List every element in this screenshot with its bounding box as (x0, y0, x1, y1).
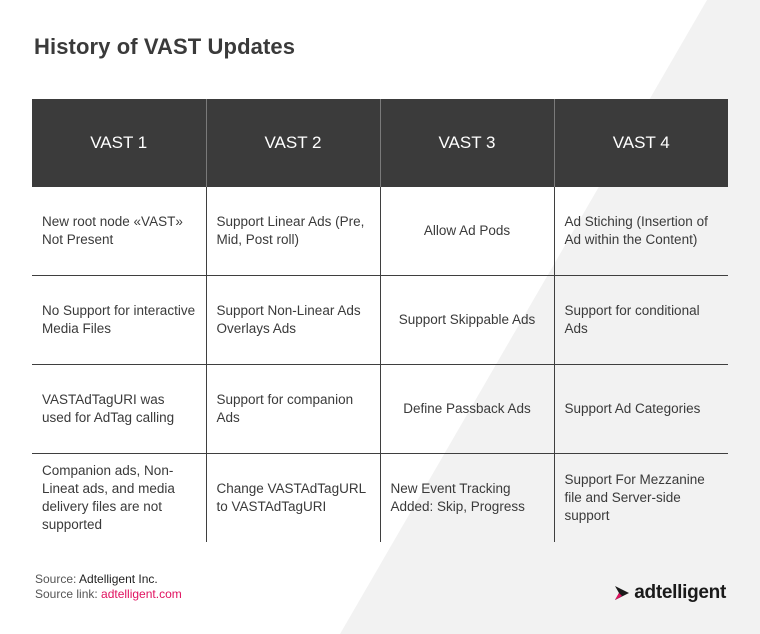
source-link[interactable]: adtelligent.com (101, 587, 182, 601)
source-line (35, 572, 182, 587)
table-cell: Support Skippable Ads (380, 276, 554, 365)
column-header-vast-1: VAST 1 (32, 99, 206, 187)
table-cell: Define Passback Ads (380, 365, 554, 454)
source-name: Adtelligent Inc. (79, 572, 158, 586)
table-cell: Ad Stiching (Insertion of Ad within the Content) (554, 187, 728, 276)
table-cell: New Event Tracking Added: Skip, Progress (380, 454, 554, 543)
source-label: Source: (35, 572, 80, 586)
arrow-mark-icon (614, 585, 630, 601)
source-link-label: Source link: (35, 587, 102, 601)
table-cell: Support Ad Categories (554, 365, 728, 454)
table-cell: Change VASTAdTagURL to VASTAdTagURI (206, 454, 380, 543)
table-cell: Support Linear Ads (Pre, Mid, Post roll) (206, 187, 380, 276)
table-cell: Support for companion Ads (206, 365, 380, 454)
column-header-vast-4: VAST 4 (554, 99, 728, 187)
table-header-row (32, 99, 728, 187)
page-title: History of VAST Updates (34, 34, 296, 59)
column-header-vast-3: VAST 3 (380, 99, 554, 187)
column-header-vast-2: VAST 2 (206, 99, 380, 187)
table-cell: Companion ads, Non-Lineat ads, and media delivery files are not supported (42, 463, 175, 532)
adtelligent-logo (614, 582, 726, 604)
table-cell: VASTAdTagURI was used for AdTag calling (32, 365, 206, 454)
source-link-line (35, 587, 182, 602)
table-cell: No Support for interactive Media Files (32, 276, 206, 365)
vast-history-table (32, 99, 728, 542)
table-row (32, 276, 728, 365)
table-cell: Allow Ad Pods (380, 187, 554, 276)
table-row (32, 187, 728, 276)
table-cell: Support Non-Linear Ads Overlays Ads (206, 276, 380, 365)
logo-wordmark: adtelligent (634, 582, 726, 603)
table-row (32, 454, 728, 543)
table-row (32, 365, 728, 454)
source-block (35, 572, 182, 602)
table-cell: New root node «VAST» Not Present (32, 187, 206, 276)
table-cell: Support For Mezzanine file and Server-side support (554, 454, 728, 543)
table-cell: Support for conditional Ads (554, 276, 728, 365)
